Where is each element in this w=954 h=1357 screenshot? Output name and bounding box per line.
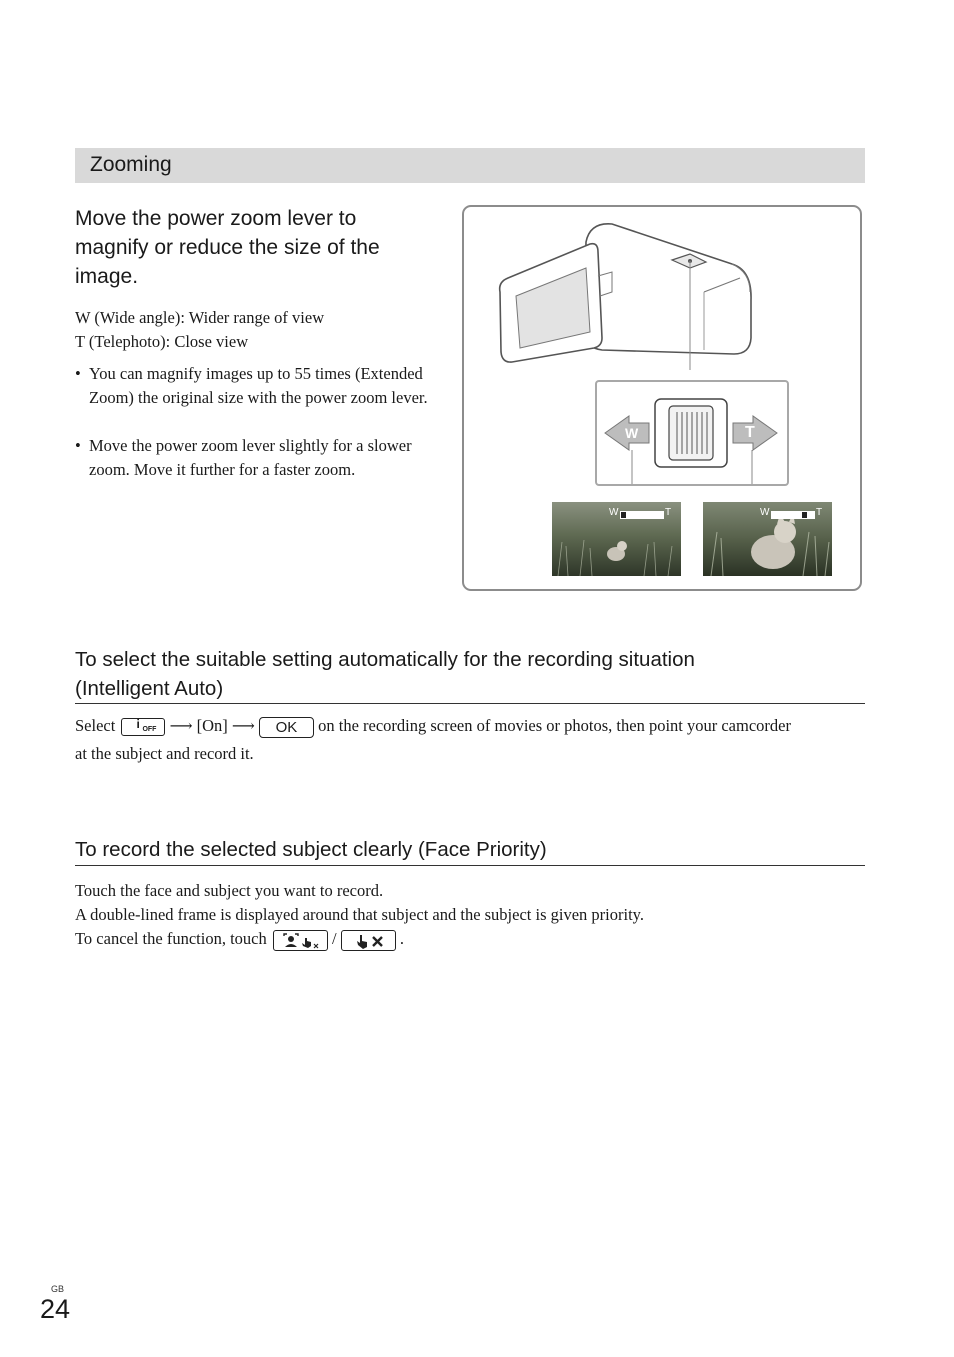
bullet-text: Move the power zoom lever slightly for a slower zoom. Move it further for a faster zoom. <box>89 436 412 479</box>
lead-heading: Move the power zoom lever to magnify or reduce the size of the image. <box>75 207 380 288</box>
w-description: W (Wide angle): Wider range of view <box>75 308 325 327</box>
bullet-item <box>75 362 445 434</box>
section-band-zooming <box>75 148 865 183</box>
arrow-icon: ⟶ <box>231 718 255 735</box>
heading-line-1: To select the suitable setting automatically for the recording situation <box>75 648 695 671</box>
face-priority-heading: To record the selected subject clearly (Face Priority) <box>75 838 547 861</box>
page-number: 24 <box>40 1294 71 1324</box>
face-priority-line-1: Touch the face and subject you want to record. <box>75 881 384 900</box>
zoom-bar-wide <box>609 508 675 520</box>
face-priority-line-2: A double-lined frame is displayed around that subject and the subject is given priority. <box>75 905 644 924</box>
intelligent-auto-instruction <box>75 714 875 739</box>
instruction-line-2: at the subject and record it. <box>75 744 254 763</box>
touch-cancel-icon <box>354 932 388 950</box>
cancel-text: To cancel the function, touch <box>75 929 267 948</box>
t-description: T (Telephoto): Close view <box>75 332 249 351</box>
camcorder-illustration <box>494 220 756 370</box>
page-region-label: GB <box>51 1284 65 1294</box>
face-priority-line-3 <box>75 927 404 951</box>
bullet-text: You can magnify images up to 55 times (Extended Zoom) the original size with the power zoom lever. <box>89 364 428 407</box>
on-text: [On] <box>196 716 228 735</box>
zoom-bar-tele <box>760 508 826 520</box>
lever-t-label: T <box>745 424 755 441</box>
zoom-bar-fill <box>621 512 626 518</box>
bullet-dot: • <box>75 364 81 383</box>
lever-w-label: W <box>625 425 639 441</box>
zoom-bar-track <box>620 511 664 519</box>
bar-t-label: T <box>665 507 672 518</box>
heading-rule <box>75 703 865 704</box>
subject-cancel-button[interactable] <box>341 930 396 951</box>
bar-w-label: W <box>609 507 619 518</box>
bullet-item <box>75 434 445 482</box>
face-cancel-button[interactable] <box>273 930 328 951</box>
heading-line-2: (Intelligent Auto) <box>75 677 224 700</box>
ok-button[interactable]: OK <box>259 717 314 738</box>
sentence-end: . <box>399 929 404 948</box>
bar-w-label: W <box>760 507 770 518</box>
section-title: Zooming <box>90 153 172 176</box>
heading-rule <box>75 865 865 866</box>
intelligent-auto-icon-button[interactable] <box>121 718 165 736</box>
face-subject-cancel-icon <box>282 932 322 950</box>
icon-off-glyph: OFF <box>142 726 157 734</box>
icon-i-glyph: i <box>136 717 140 732</box>
separator: / <box>331 929 337 948</box>
bullet-dot: • <box>75 436 81 455</box>
zoom-bar-fill <box>802 512 807 518</box>
zoom-bar-track <box>771 511 815 519</box>
instruction-rest: on the recording screen of movies or photos, then point your camcorder <box>318 716 791 735</box>
intelligent-auto-heading <box>75 645 695 703</box>
select-text: Select <box>75 716 116 735</box>
bar-t-label: T <box>816 507 823 518</box>
arrow-icon: ⟶ <box>169 718 193 735</box>
